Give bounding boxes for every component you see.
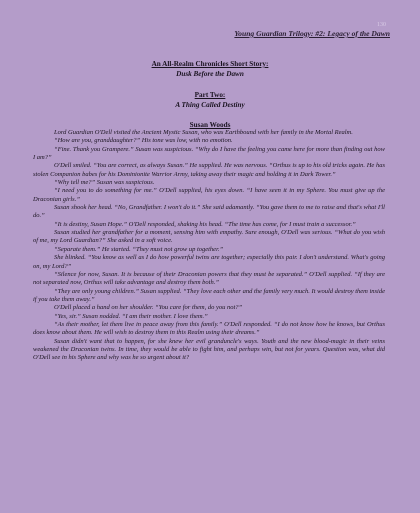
paragraph: Lord Guardian O'Dell visited the Ancient Mystic Susan, who was Earthbound with her family in the Mortal Realm. [54,129,353,136]
part-subtitle: A Thing Called Destiny [175,101,245,109]
paragraph: “How are you, granddaughter?” His tone was low, with no emotion. [54,137,233,145]
story-title: An All-Realm Chronicles Short Story: [151,60,269,68]
paragraph: Susan shook her head. “No, Grandfather. I won't do it.” She said adamantly. “You gave them to me to raise and that's what I'll do.” [33,204,385,220]
paragraph: Susan studied her grandfather for a moment, sensing him with empathy. Sure enough, O'Dell was serious. “What do you wish of me, my Lord Guardian?” She asked in a soft voice. [33,229,385,245]
paragraph: “Separate them.” He started. “They must not grow up together.” [54,245,224,253]
running-head: Young Guardian Trilogy: #2: Legacy of the Dawn [234,29,390,38]
paragraph: “Fine. Thank you Grampere.” Susan was suspicious. “Why do I have the feeling you came here for more than finding out how I am?” [33,145,385,162]
page-number: 130 [377,22,386,28]
story-body [33,129,385,363]
paragraph: O'Dell smiled. “You are correct, as always Susan.” He supplied. He was nervous. “Orthus is up to his old tricks again. He has stolen Companion babes for his Dominionite Warrior Army, taking away their magic and holding it in Dark Tower.” [33,162,385,178]
paragraph: “It is destiny, Susan Hope.” O'Dell responded, shaking his head. “The time has come, for I must train a successor.” [54,220,356,228]
paragraph: “As their mother, let them live in peace away from this family.” O'Dell responded. “I do not know how he knows, but Orthus does know about them. He will wish to destroy them in this Realm using their dreams.” [33,320,385,337]
paragraph: “Yes, sir.” Susan nodded. “I am their mother. I love them.” [54,312,208,320]
paragraph: Susan didn't want that to happen, for she knew her evil granduncle's ways. Youth and the new blood-magic in their veins weakened the Draconian twins. In time, they would be able to fight him, and perhaps win, but not for years. Question was, what did O'Dell see in his Sphere and why was he so urgent about it? [33,337,385,362]
paragraph: “Why tell me?” Susan was suspicious. [54,179,155,187]
part-title: Part Two: [194,91,226,99]
paragraph: “Silence for now, Susan. It is because of their Draconian powers that they must be separated.” O'Dell supplied. “If they are not separated now, Orthus will take advantage and destroy them both.” [33,270,385,287]
paragraph: O'Dell placed a hand on her shoulder. “You care for them, do you not?” [54,304,243,312]
title-block [0,59,420,130]
paragraph: “They are only young children.” Susan supplied. “They love each other and the family very much. It would destroy them inside if you take them away.” [33,287,385,303]
paragraph: “I need you to do something for me.” O'Dell supplied, his eyes down. “I have seen it in my Sphere. You must give up the Draconian girls.” [33,187,385,203]
author-name: Susan Woods [189,121,231,129]
paragraph: She blinked. “You know as well as I do how powerful twins are together; especially this pair. I don't understand. What's going on, my Lord?” [33,254,385,270]
story-subtitle: Dusk Before the Dawn [176,70,244,78]
